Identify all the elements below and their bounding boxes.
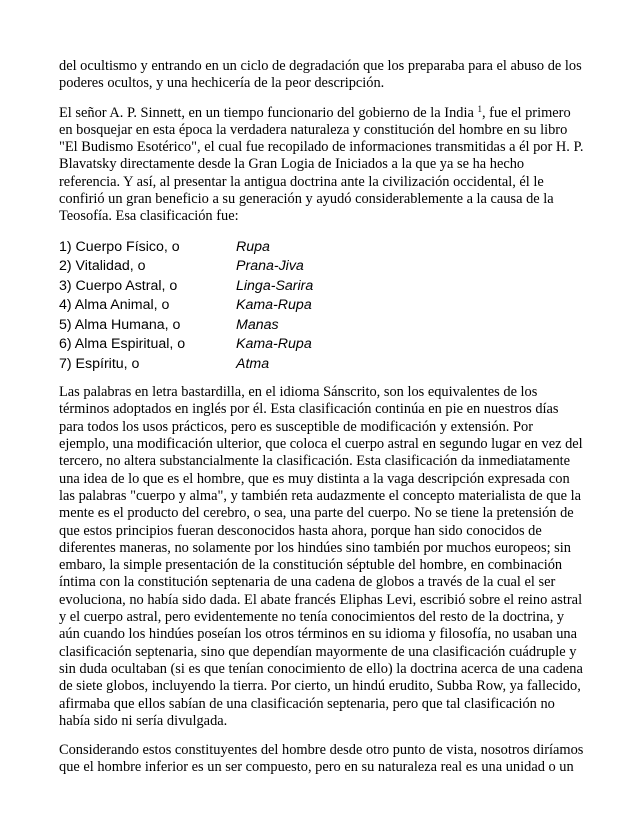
principle-term: 1) Cuerpo Físico, o [59,238,180,255]
paragraph-2 [59,105,586,226]
classification-row [59,277,586,297]
principle-term: 3) Cuerpo Astral, o [59,277,178,294]
paragraph-4: Considerando estos constituyentes del hombre desde otro punto de vista, nosotros diríamos que el hombre inferior es un ser compuesto, pero en su naturaleza real es una unidad o un [59,742,584,776]
classification-row [59,257,586,277]
sanskrit-term: Kama-Rupa [236,297,312,314]
sanskrit-term: Manas [236,316,279,333]
principle-term: 5) Alma Humana, o [59,316,181,333]
classification-row [59,316,586,336]
principle-term: 4) Alma Animal, o [59,297,170,314]
classification-row [59,335,586,355]
paragraph-2-text-start: El señor A. P. Sinnett, en un tiempo funcionario del gobierno de la India [59,104,478,121]
classification-row [59,238,586,258]
document-body [59,58,586,789]
sanskrit-term: Rupa [236,238,270,255]
paragraph-2-text-end: , fue el primero en bosquejar en esta época la verdadera naturaleza y constitución del hombre en su libro "El Budismo Esotérico", el cual fue recopilado de informaciones transmitidas a él por H. P. Blavatsky directamente desde la Gran Logia de Iniciados a la que ya se ha hecho referencia. Y así, al presentar la antigua doctrina ante la civilización occidental, él le confirió un gran beneficio a su generación y ayudó considerablemente a la causa de la Teosofía. Esa clasificación fue: [59,104,584,225]
paragraph-3: Las palabras en letra bastardilla, en el idioma Sánscrito, son los equivalentes de los términos adoptados en inglés por él. Esta clasificación continúa en pie en nuestros días para todos los usos prácticos, pero es susceptible de modificación y extensión. Por ejemplo, una modificación ulterior, que coloca el cuerpo astral en segundo lugar en vez del tercero, no altera substancialmente la clasificación. Esta clasificación da inmediatamente una idea de lo que es el hombre, que es muy distinta a la vaga descripción expresada con las palabras "cuerpo y alma", y también reta audazmente el concepto materialista de que la mente es el producto del cerebro, o sea, una parte del cuerpo. No se tiene la pretensión de que estos principios fueran desconocidos hasta ahora, porque han sido conocidos de diferentes maneras, no solamente por los hindúes sino también por muchos europeos; sin embaro, la simple presentación de la constitución séptuble del hombre, en combinación íntima con la constitución septenaria de una cadena de globos a través de la cual el ser evoluciona, no había sido dada. El abate francés Eliphas Levi, escribió sobre el reino astral y el cuerpo astral, pero evidentemente no tenía conocimientos del resto de la doctrina, y aún cuando los hindúes poseían los otros términos en su idioma y filosofía, no usaban una clasificación septenaria, sino que dependían mayormente de una clasificación cuádruple y sin duda ocultaban (si es que tenían conocimiento de ello) la doctrina acerca de una cadena de siete globos, incluyendo la tierra. Por cierto, un hindú erudito, Subba Row, ya fallecido, afirmaba que ellos sabían de una clasificación septenaria, pero que tal clasificación no había sido ni sería divulgada. [59,384,583,729]
sanskrit-term: Atma [236,355,270,372]
principle-term: 2) Vitalidad, o [59,258,146,275]
sanskrit-term: Linga-Sarira [236,277,314,294]
paragraph-1: del ocultismo y entrando en un ciclo de degradación que los preparaba para el abuso de los poderes ocultos, y una hechicería de la peor descripción. [59,58,582,92]
footnote-reference[interactable]: 1 [477,103,482,114]
classification-row [59,296,586,316]
classification-row [59,355,586,375]
principle-term: 7) Espíritu, o [59,355,140,372]
sanskrit-term: Prana-Jiva [236,258,304,275]
principle-term: 6) Alma Espiritual, o [59,336,186,353]
classification-table [59,238,586,375]
sanskrit-term: Kama-Rupa [236,336,312,353]
